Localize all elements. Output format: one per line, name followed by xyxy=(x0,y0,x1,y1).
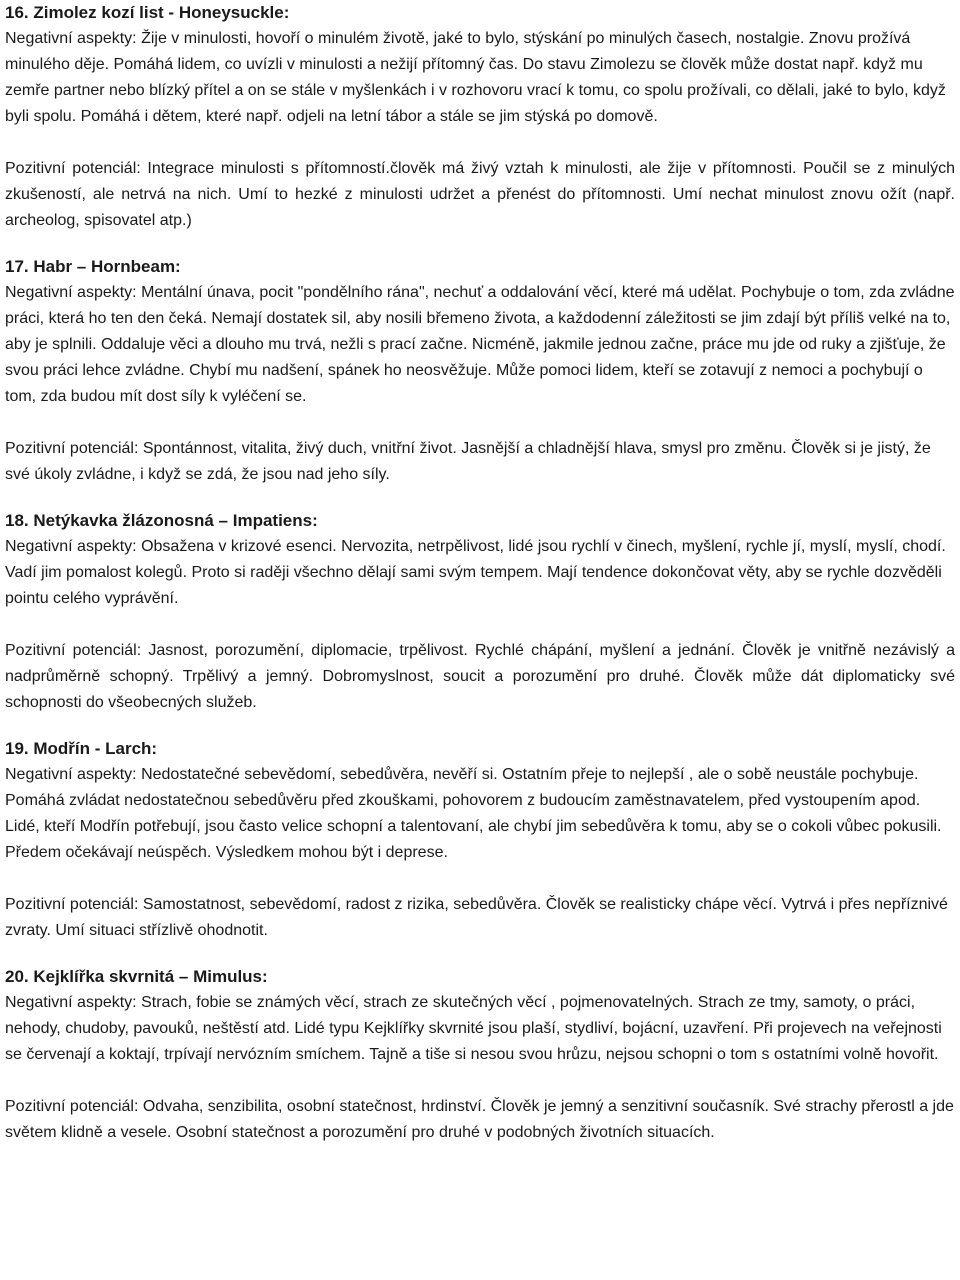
section-hornbeam xyxy=(5,254,955,488)
positive-potential: Pozitivní potenciál: Jasnost, porozumění, diplomacie, trpělivost. Rychlé chápání, myšlení a jednání. Člověk je vnitřně nezávislý a nadprůměrně schopný. Trpělivý a jemný. Dobromyslnost, soucit a porozumění pro druhé. Člověk může dát diplomaticky své schopnosti do všeobecných služeb. xyxy=(5,642,955,711)
positive-potential: Pozitivní potenciál: Integrace minulosti s přítomností.člověk má živý vztah k minulosti, ale žije v přítomnosti. Poučil se z minulých zkušeností, ale netrvá na nich. Umí to hezké z minulosti udržet a přenést do přítomnosti. Umí nechat minulost znovu ožít (např. archeolog, spisovatel atp.) xyxy=(5,160,955,229)
positive-potential: Pozitivní potenciál: Spontánnost, vitalita, živý duch, vnitřní život. Jasnější a chladnější hlava, smysl pro změnu. Člověk si je jistý, že své úkoly zvládne, i když se zdá, že jsou nad jeho síly. xyxy=(5,440,931,483)
negative-aspects: Negativní aspekty: Žije v minulosti, hovoří o minulém životě, jaké to bylo, stýskání po minulých časech, nostalgie. Znovu prožívá minulého děje. Pomáhá lidem, co uvízli v minulosti a nežijí přítomný čas. Do stavu Zimolezu se člověk může dostat např. když mu zemře partner nebo blízký přítel a on se stále v myšlenkách i v rozhovoru vrací k tomu, co spolu prožívali, co dělali, jaké to bylo, když byli spolu. Pomáhá i dětem, které např. odjeli na letní tábor a stále se jim stýská po domově. xyxy=(5,30,946,125)
negative-aspects: Negativní aspekty: Strach, fobie se známých věcí, strach ze skutečných věcí , pojmenovatelných. Strach ze tmy, samoty, o práci, nehody, chudoby, pavouků, neštěstí atd. Lidé typu Kejklířky skvrnité jsou plaší, stydliví, bojácní, uzavření. Při projevech na veřejnosti se červenají a koktají, trpívají nervózním smíchem. Tajně a tiše si nesou svou hrůzu, nejsou schopni o tom s ostatními volně hovořit. xyxy=(5,994,942,1063)
section-mimulus xyxy=(5,964,955,1146)
section-honeysuckle xyxy=(5,0,955,234)
section-title: 16. Zimolez kozí list - Honeysuckle: xyxy=(5,3,290,22)
positive-potential: Pozitivní potenciál: Odvaha, senzibilita, osobní statečnost, hrdinství. Člověk je jemný a senzitivní současník. Své strachy přerostl a jde světem klidně a vesele. Osobní statečnost a porozumění pro druhé v podobných životních situacích. xyxy=(5,1098,954,1141)
section-title: 18. Netýkavka žlázonosná – Impatiens: xyxy=(5,511,318,530)
document-page xyxy=(5,0,955,1146)
positive-potential: Pozitivní potenciál: Samostatnost, sebevědomí, radost z rizika, sebedůvěra. Člověk se realisticky chápe věcí. Vytrvá i přes nepříznivé zvraty. Umí situaci střízlivě ohodnotit. xyxy=(5,896,948,939)
section-title: 19. Modřín - Larch: xyxy=(5,739,158,758)
section-title: 20. Kejklířka skvrnitá – Mimulus: xyxy=(5,967,268,986)
section-impatiens xyxy=(5,508,955,716)
negative-aspects: Negativní aspekty: Mentální únava, pocit "pondělního rána", nechuť a oddalování věcí, které má udělat. Pochybuje o tom, zda zvládne práci, která ho ten den čeká. Nemají dostatek sil, aby nosili břemeno života, a každodenní záležitosti se jim zdají být příliš velké na to, aby je splnili. Oddaluje věci a dlouho mu trvá, nežli s prací začne. Nicméně, jakmile jednou začne, práce mu jde od ruky a zjišťuje, že svou práci lehce zvládne. Chybí mu nadšení, spánek ho neosvěžuje. Může pomoci lidem, kteří se zotavují z nemoci a pochybují o tom, zda budou mít dost síly k vyléčení se. xyxy=(5,284,955,405)
section-larch xyxy=(5,736,955,944)
negative-aspects: Negativní aspekty: Nedostatečné sebevědomí, sebedůvěra, nevěří si. Ostatním přeje to nejlepší , ale o sobě neustále pochybuje. Pomáhá zvládat nedostatečnou sebedůvěru před zkouškami, pohovorem z budoucím zaměstnavatelem, před vystoupením apod. Lidé, kteří Modřín potřebují, jsou často velice schopní a talentovaní, ale chybí jim sebedůvěra k tomu, aby se o cokoli vůbec pokusili. Předem očekávají neúspěch. Výsledkem mohou být i deprese. xyxy=(5,766,942,861)
negative-aspects: Negativní aspekty: Obsažena v krizové esenci. Nervozita, netrpělivost, lidé jsou rychlí v činech, myšlení, rychle jí, myslí, myslí, chodí. Vadí jim pomalost kolegů. Proto si raději všechno dělají sami svým tempem. Mají tendence dokončovat věty, aby se rychle dozvěděli pointu celého vyprávění. xyxy=(5,538,946,607)
section-title: 17. Habr – Hornbeam: xyxy=(5,257,181,276)
